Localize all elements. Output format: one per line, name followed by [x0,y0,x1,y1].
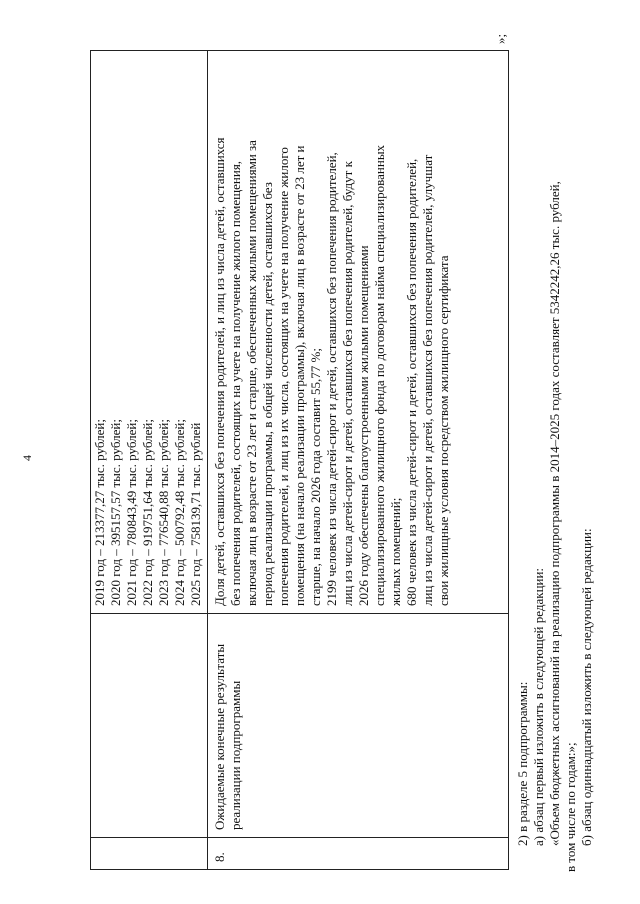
result-text-line: свои жилищные условия посредством жилищного сертификата [436,255,451,606]
result-text-line: старше, на начало 2026 года составит 55,77 %; [308,348,323,606]
amendment-line: в том числе по годам:»; [563,742,578,872]
column-divider-number [90,837,508,838]
result-text-line: специализированного жилищного фонда по договорам найма специализированных [372,144,387,606]
result-text-line: попечения родителей, и лиц из их числа, состоящих на учете на получение жилого [276,147,291,606]
result-text-line: без попечения родителей, состоящих на учете на получение жилого помещения, [228,160,243,606]
result-text-line: помещения (на начало реализации программы), включая лиц в возрасте от 23 лет и [292,145,307,606]
row-title-line: Ожидаемые конечные результаты [212,643,227,830]
result-text-line: 680 человек из числа детей-сирот и детей, оставшихся без попечения родителей, [404,158,419,606]
cost-year-2022: 2022 год – 919751,64 тыс. рублей; [140,419,155,606]
column-divider-title [90,613,508,614]
result-text-line: жилых помещений; [388,497,403,606]
amendment-line: б) абзац одиннадцатый изложить в следующей редакции: [579,528,594,846]
subprogram-passport-table [90,50,508,870]
result-text-line: период реализации программы, в общей численности детей, оставшихся без [260,182,275,606]
cost-year-2020: 2020 год – 395157,57 тыс. рублей; [108,419,123,606]
table-left-border [90,869,508,870]
table-right-border [90,50,508,51]
cost-year-2025: 2025 год – 758139,71 тыс. рублей [188,422,203,606]
table-bottom-border [508,50,509,870]
amendment-line: 2) в разделе 5 подпрограммы: [515,681,530,846]
amendment-line: а) абзац первый изложить в следующей редакции: [531,567,546,846]
result-text-line: 2026 году обеспечены благоустроенными жилыми помещениями [356,245,371,606]
cost-year-2019: 2019 год – 213377,27 тыс. рублей; [92,419,107,606]
result-text-line: включая лиц в возрасте от 23 лет и старше, обеспеченных жилыми помещениями за [244,140,259,606]
result-text-line: Доля детей, оставшихся без попечения родителей, и лиц из числа детей, оставшихся [212,137,227,606]
result-text-line: 2199 человек из числа детей-сирот и детей, оставшихся без попечения родителей, [324,152,339,606]
result-text-line: лиц из числа детей-сирот и детей, оставшихся без попечения родителей, будут к [340,161,355,606]
amendment-line: «Объем бюджетных ассигнований на реализацию подпрограммы в 2014–2025 годах составляет 5342242,26 тыс. рублей, [547,181,562,846]
cost-year-2024: 2024 год – 500792,48 тыс. рублей; [172,419,187,606]
page-number: 4 [20,455,34,461]
cost-year-2021: 2021 год – 780843,49 тыс. рублей; [124,419,139,606]
cost-year-2023: 2023 год – 776540,88 тыс. рублей; [156,419,171,606]
row-title-line: реализации подпрограммы [228,680,243,830]
closing-quote-mark: »; [493,33,508,44]
result-text-line: лиц из числа детей-сирот и детей, оставшихся без попечения родителей, улучшат [420,154,435,606]
row-separator [207,50,208,870]
table-top-border [90,50,91,870]
row-number: 8. [212,852,227,862]
